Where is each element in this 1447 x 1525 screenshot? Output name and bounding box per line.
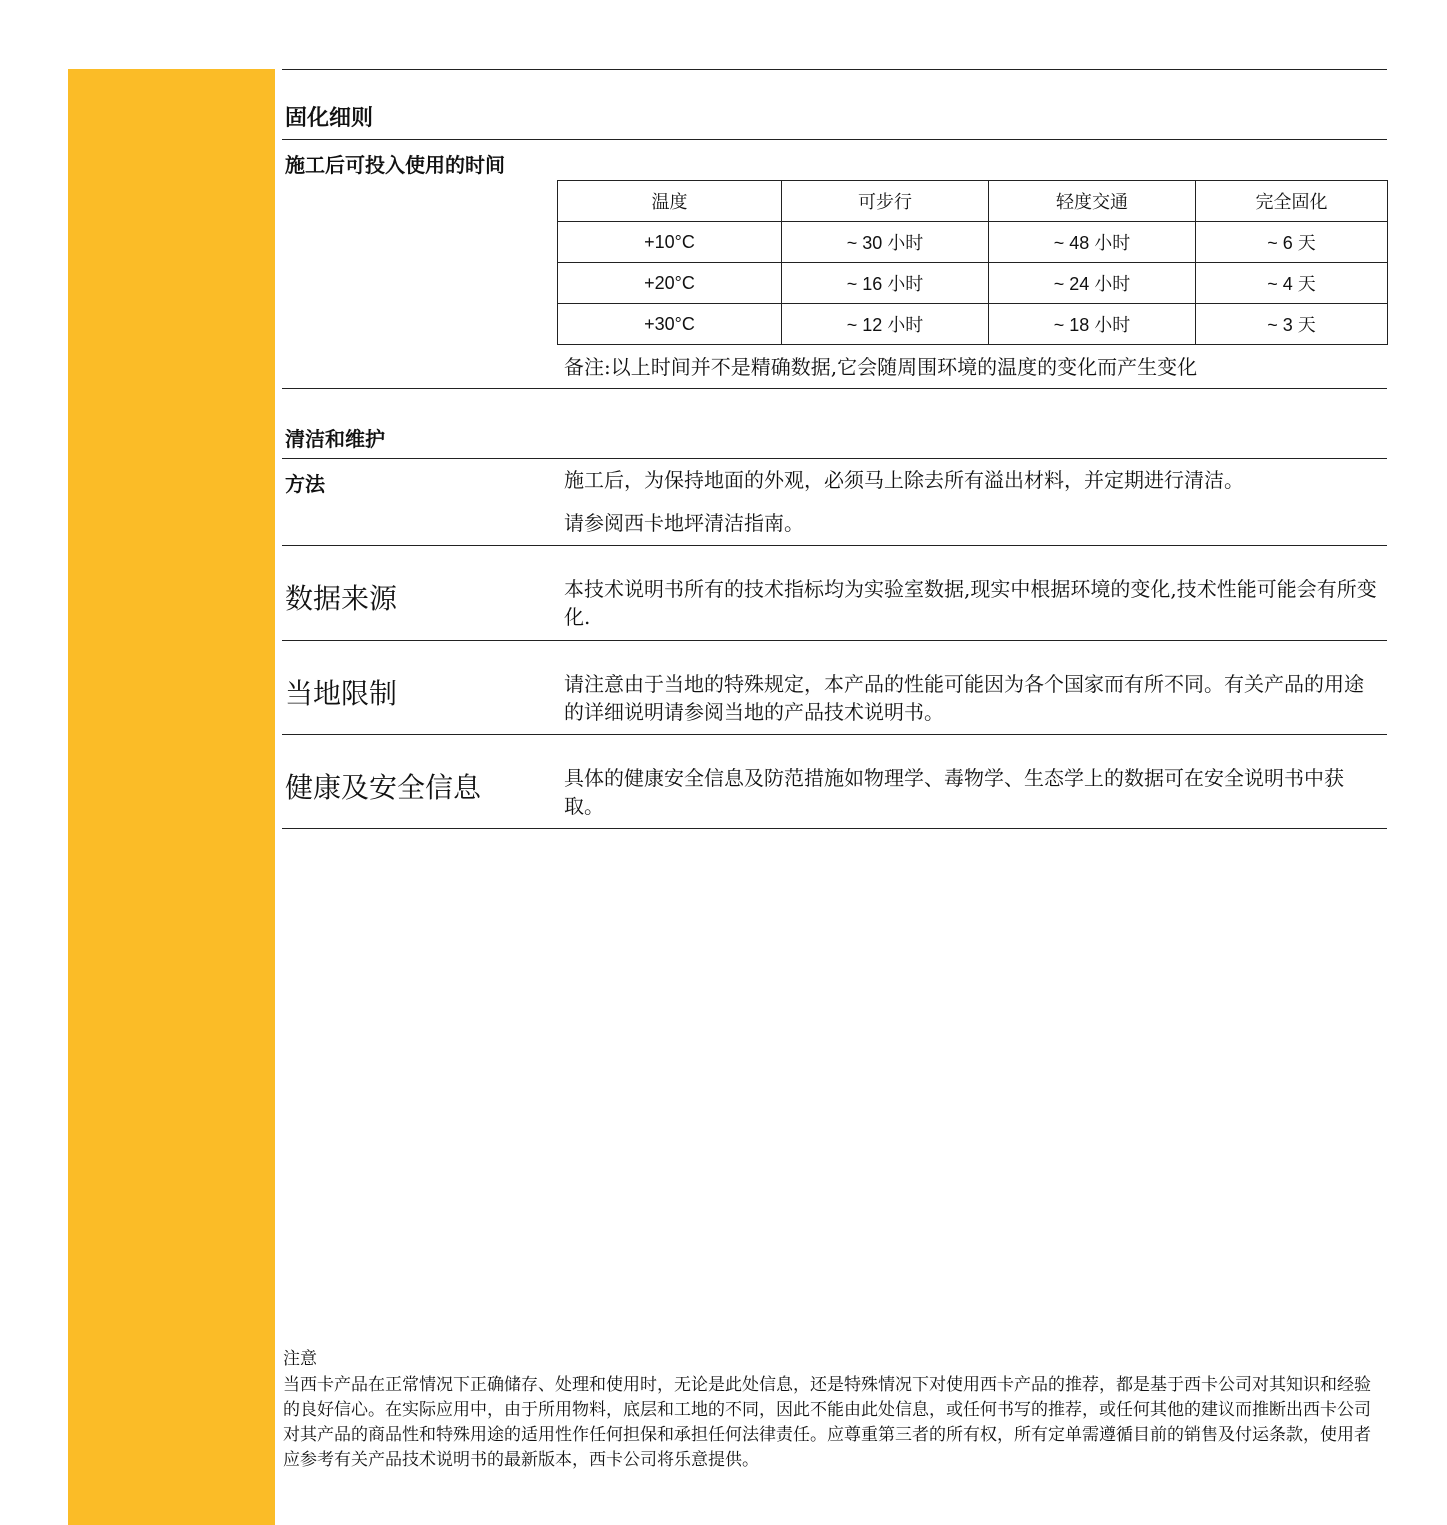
divider (282, 458, 1387, 459)
health-safety-text: 具体的健康安全信息及防范措施如物理学、毒物学、生态学上的数据可在安全说明书中获取。 (564, 766, 1344, 818)
table-row (558, 304, 1388, 345)
method-label: 方法 (285, 472, 325, 496)
table-cell: ~ 16 小时 (782, 263, 989, 304)
curing-time-table (557, 180, 1388, 345)
data-source-text: 本技术说明书所有的技术指标均为实验室数据,现实中根据环境的变化,技术性能可能会有所变化. (564, 577, 1377, 629)
header-cell: 可步行 (782, 181, 989, 222)
table-cell: ~ 48 小时 (989, 222, 1196, 263)
table-cell: +10°C (558, 222, 782, 263)
data-source-title: 数据来源 (285, 582, 398, 615)
table-cell: ~ 3 天 (1196, 304, 1388, 345)
cleaning-section-title: 清洁和维护 (285, 427, 385, 451)
method-text-line2: 请参阅西卡地坪清洁指南。 (564, 511, 804, 535)
local-restrictions-text: 请注意由于当地的特殊规定，本产品的性能可能因为各个国家而有所不同。有关产品的用途的详细说明请参阅当地的产品技术说明书。 (564, 672, 1364, 724)
divider (282, 828, 1387, 829)
method-text-line1: 施工后，为保持地面的外观，必须马上除去所有溢出材料，并定期进行清洁。 (564, 468, 1244, 492)
table-row (558, 263, 1388, 304)
table-cell: ~ 12 小时 (782, 304, 989, 345)
table-cell: ~ 18 小时 (989, 304, 1196, 345)
curing-subheading: 施工后可投入使用的时间 (285, 153, 505, 177)
curing-note: 备注:以上时间并不是精确数据,它会随周围环境的温度的变化而产生变化 (564, 355, 1198, 379)
header-cell: 完全固化 (1196, 181, 1388, 222)
table-cell: +20°C (558, 263, 782, 304)
table-header-row (558, 181, 1388, 222)
local-restrictions-title: 当地限制 (285, 677, 398, 710)
table-row (558, 222, 1388, 263)
divider (282, 388, 1387, 389)
divider (282, 545, 1387, 546)
table-cell: ~ 24 小时 (989, 263, 1196, 304)
notice-title: 注意 (283, 1349, 317, 1369)
divider (282, 139, 1387, 140)
table-cell: ~ 4 天 (1196, 263, 1388, 304)
yellow-sidebar-band (68, 69, 275, 1525)
divider (282, 734, 1387, 735)
header-cell: 温度 (558, 181, 782, 222)
top-rule (282, 69, 1387, 70)
table-cell: ~ 30 小时 (782, 222, 989, 263)
notice-text: 当西卡产品在正常情况下正确储存、处理和使用时，无论是此处信息，还是特殊情况下对使用西卡产品的推荐，都是基于西卡公司对其知识和经验的良好信心。在实际应用中，由于所用物料，底层和工地的不同，因此不能由此处信息，或任何书写的推荐，或任何其他的建议而推断出西卡公司对其产品的商品性和特殊用途的适用性作任何担保和承担任何法律责任。应尊重第三者的所有权，所有定单需遵循目前的销售及付运条款，使用者应参考有关产品技术说明书的最新版本，西卡公司将乐意提供。 (283, 1375, 1371, 1470)
health-safety-title: 健康及安全信息 (285, 771, 482, 804)
header-cell: 轻度交通 (989, 181, 1196, 222)
table-cell: +30°C (558, 304, 782, 345)
divider (282, 640, 1387, 641)
curing-section-title: 固化细则 (285, 106, 374, 131)
table-cell: ~ 6 天 (1196, 222, 1388, 263)
